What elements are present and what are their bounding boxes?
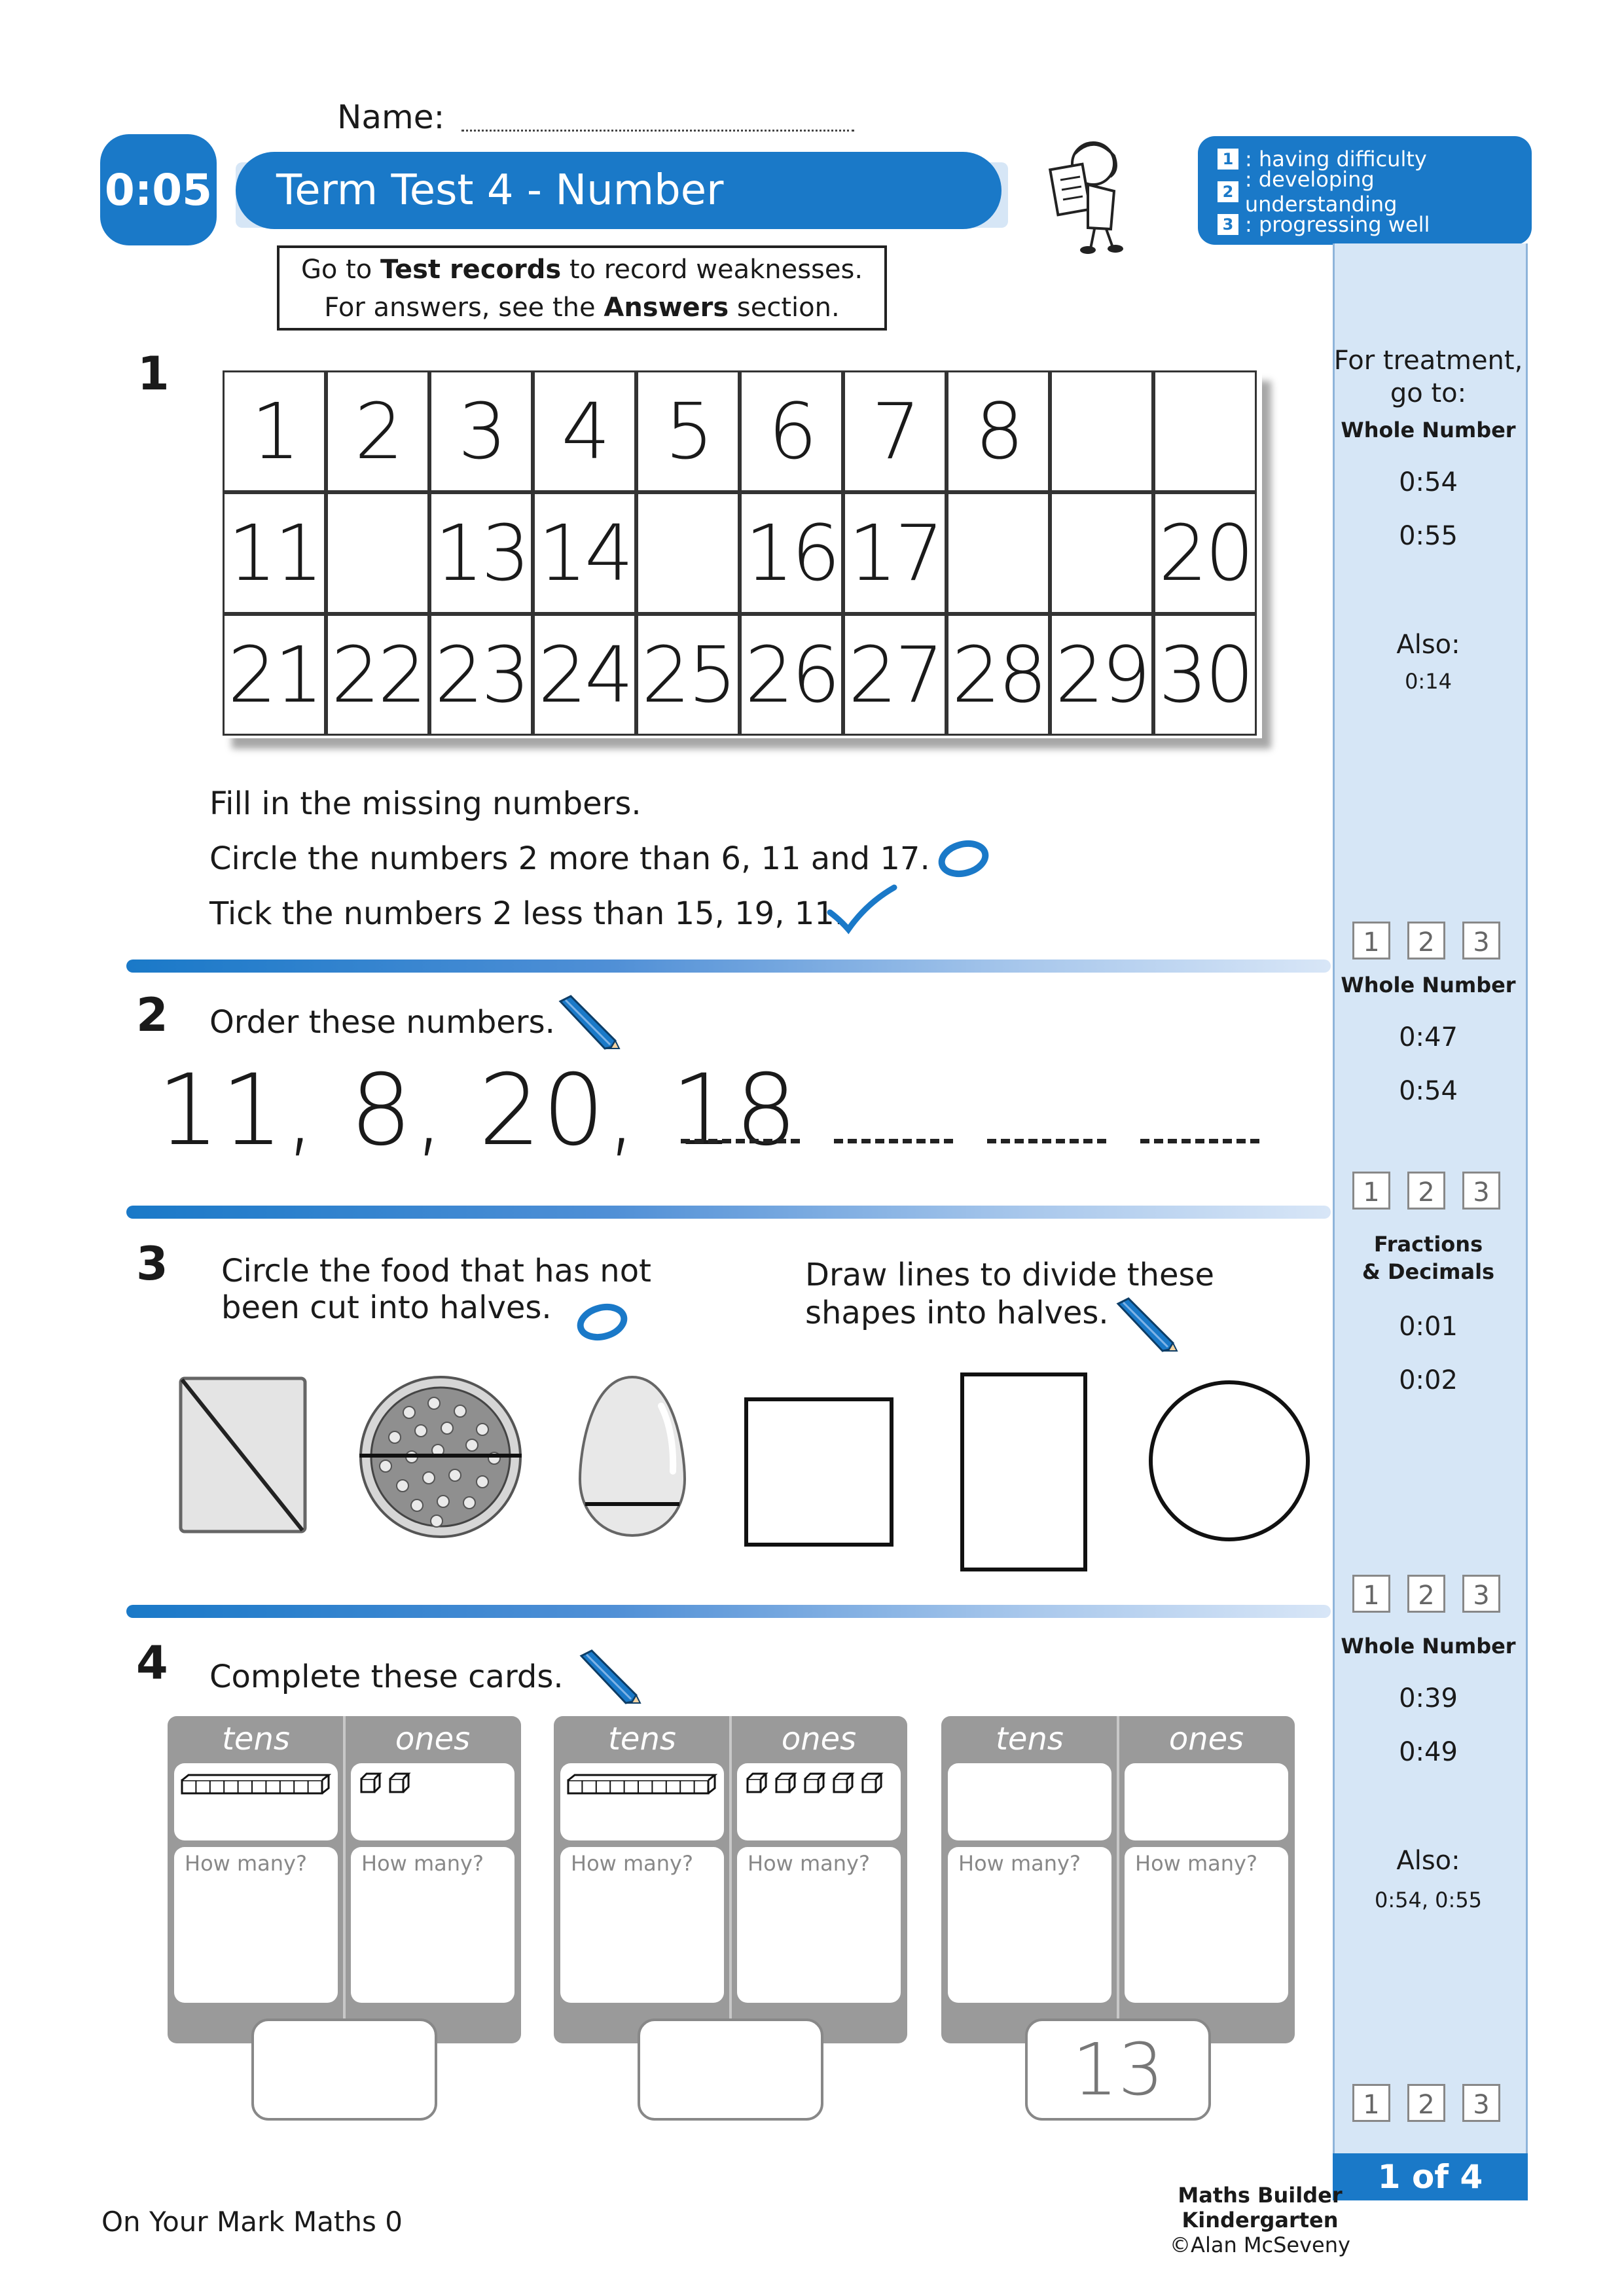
legend-num-3: 3	[1218, 214, 1238, 235]
grid-cell-22: 22	[326, 614, 429, 736]
s2-rating-3[interactable]: 3	[1462, 1172, 1500, 1210]
tens-how-many-label: How many?	[571, 1851, 693, 1876]
instr-1-pre: Go to	[300, 255, 380, 285]
instructions-box	[277, 245, 887, 331]
s3-rating-1[interactable]: 1	[1352, 1575, 1390, 1613]
s1-rating-3[interactable]: 3	[1462, 922, 1500, 960]
grid-cell-25: 25	[636, 614, 740, 736]
tens-blocks-box	[948, 1763, 1111, 1840]
page-indicator: 1 of 4	[1333, 2153, 1528, 2200]
divider-1	[126, 960, 1331, 973]
s1-rating	[1352, 922, 1500, 960]
s4-rating-1[interactable]: 1	[1352, 2084, 1390, 2122]
ones-how-many-label: How many?	[1135, 1851, 1257, 1876]
grid-cell-11: 11	[223, 492, 326, 614]
place-value-card-2	[554, 1716, 907, 2043]
tens-header: tens	[996, 1721, 1064, 1757]
s4-rating-2[interactable]: 2	[1407, 2084, 1445, 2122]
ones-cube-icon	[389, 1772, 411, 1795]
divider-2	[126, 1206, 1331, 1219]
legend-row-2	[1218, 167, 1532, 217]
legend-label-1: : having difficulty	[1245, 147, 1427, 171]
grid-cell-blank[interactable]	[947, 492, 1050, 614]
s1-also-code[interactable]: 0:14	[1405, 669, 1452, 694]
card-total-box-3[interactable]: 13	[1025, 2018, 1211, 2121]
grid-cell-2: 2	[326, 370, 429, 492]
s2-code-1[interactable]: 0:47	[1399, 1022, 1458, 1052]
s4-rating	[1352, 2084, 1500, 2122]
ones-cube-icon	[804, 1772, 826, 1795]
q2-numbers: 11, 8, 20, 18	[157, 1054, 799, 1168]
instr-2-pre: For answers, see the	[324, 293, 604, 323]
s3-rating-2[interactable]: 2	[1407, 1575, 1445, 1613]
place-value-card-3	[941, 1716, 1295, 2043]
square-shape[interactable]	[744, 1397, 894, 1547]
ones-header: ones	[1168, 1721, 1244, 1757]
pencil-icon	[555, 995, 621, 1050]
question-2-number: 2	[136, 988, 168, 1042]
tens-rod-icon	[567, 1774, 717, 1796]
grid-cell-4: 4	[533, 370, 636, 492]
s4-topic: Whole Number	[1341, 1634, 1516, 1659]
q1-prompt-tick: Tick the numbers 2 less than 15, 19, 11.	[209, 895, 845, 932]
q3-prompt-left-2: been cut into halves.	[221, 1289, 552, 1326]
legend-label-2: : developing understanding	[1244, 167, 1398, 217]
grid-cell-6: 6	[740, 370, 843, 492]
s1-topic: Whole Number	[1341, 418, 1516, 442]
s2-topic: Whole Number	[1341, 973, 1516, 997]
number-grid	[223, 370, 1262, 738]
pizza-cut-half-icon	[357, 1373, 524, 1541]
s1-rating-2[interactable]: 2	[1407, 922, 1445, 960]
grid-cell-16: 16	[740, 492, 843, 614]
answer-blank-3[interactable]	[987, 1139, 1106, 1143]
rating-legend	[1198, 136, 1532, 245]
s4-code-1[interactable]: 0:39	[1399, 1683, 1458, 1713]
q3-prompt-right-1: Draw lines to divide these	[805, 1257, 1215, 1293]
ones-header: ones	[781, 1721, 857, 1757]
s3-code-1[interactable]: 0:01	[1399, 1312, 1458, 1342]
circle-shape[interactable]	[1147, 1378, 1312, 1543]
tens-how-many-label: How many?	[185, 1851, 307, 1876]
card-separator	[1117, 1716, 1119, 2043]
grid-cell-20: 20	[1153, 492, 1257, 614]
s2-rating-2[interactable]: 2	[1407, 1172, 1445, 1210]
ones-cube-icon	[833, 1772, 855, 1795]
card-total-box-2[interactable]	[638, 2018, 823, 2121]
circle-mark-icon	[936, 835, 991, 881]
s2-rating	[1352, 1172, 1500, 1210]
s1-code-1[interactable]: 0:54	[1399, 467, 1458, 497]
legend-num-1: 1	[1218, 149, 1238, 170]
grid-cell-blank[interactable]	[1050, 492, 1153, 614]
q1-prompt-circle: Circle the numbers 2 more than 6, 11 and 17.	[209, 840, 930, 877]
circle-mark-icon-q3	[575, 1299, 630, 1344]
s3-code-2[interactable]: 0:02	[1399, 1365, 1458, 1395]
grid-cell-29: 29	[1050, 614, 1153, 736]
grid-cell-3: 3	[429, 370, 533, 492]
grid-cell-27: 27	[843, 614, 947, 736]
instructions-line-2	[280, 289, 884, 327]
mascot-girl-clipboard-icon	[1042, 131, 1147, 255]
grid-cell-blank[interactable]	[1153, 370, 1257, 492]
ones-how-many-label: How many?	[361, 1851, 484, 1876]
footer-book-title: Maths Builder Kindergarten	[1178, 2183, 1343, 2233]
instructions-line-1	[280, 251, 884, 289]
footer-copyright: ©Alan McSeveny	[1170, 2233, 1350, 2257]
grid-cell-14: 14	[533, 492, 636, 614]
s2-code-2[interactable]: 0:54	[1399, 1076, 1458, 1106]
egg-cut-unequal-icon	[576, 1373, 689, 1541]
ones-blocks-box	[351, 1763, 514, 1840]
grid-cell-21: 21	[223, 614, 326, 736]
sandwich-cut-diagonal-icon	[177, 1374, 312, 1538]
rectangle-shape[interactable]	[960, 1372, 1088, 1572]
name-label: Name:	[337, 98, 445, 136]
ones-cube-icon	[360, 1772, 382, 1795]
ones-cube-icon	[861, 1772, 884, 1795]
question-1-number: 1	[137, 347, 170, 401]
question-4-number: 4	[136, 1636, 168, 1690]
s1-code-2[interactable]: 0:55	[1399, 521, 1458, 551]
grid-cell-24: 24	[533, 614, 636, 736]
legend-num-2: 2	[1218, 181, 1238, 202]
ones-header: ones	[395, 1721, 471, 1757]
s1-rating-1[interactable]: 1	[1352, 922, 1390, 960]
grid-cell-blank[interactable]	[326, 492, 429, 614]
grid-cell-1: 1	[223, 370, 326, 492]
q3-prompt-left-1: Circle the food that has not	[221, 1253, 651, 1289]
grid-cell-5: 5	[636, 370, 740, 492]
tens-rod-icon	[181, 1774, 331, 1796]
tens-blocks-box	[174, 1763, 338, 1840]
card-separator	[343, 1716, 346, 2043]
pencil-icon-q4	[576, 1649, 641, 1704]
grid-cell-30: 30	[1153, 614, 1257, 736]
ones-blocks-box	[737, 1763, 901, 1840]
s1-also-label: Also:	[1396, 630, 1460, 660]
ones-cube-icon	[775, 1772, 797, 1795]
treatment-label-2: go to:	[1390, 378, 1467, 408]
tens-how-many-label: How many?	[958, 1851, 1081, 1876]
card-separator	[729, 1716, 732, 2043]
grid-cell-26: 26	[740, 614, 843, 736]
legend-label-3: : progressing well	[1245, 212, 1430, 237]
instr-1-post: to record weaknesses.	[561, 255, 863, 285]
tens-header: tens	[608, 1721, 676, 1757]
grid-cell-blank[interactable]	[1050, 370, 1153, 492]
footer-series: On Your Mark Maths 0	[101, 2206, 403, 2238]
page-title-text: Term Test 4 - Number	[276, 166, 724, 215]
ones-how-many-label: How many?	[748, 1851, 870, 1876]
tick-mark-icon	[826, 884, 898, 936]
q1-prompt-fill: Fill in the missing numbers.	[209, 785, 641, 822]
divider-3	[126, 1605, 1331, 1618]
time-code-badge: 0:05	[100, 134, 217, 245]
grid-cell-8: 8	[947, 370, 1050, 492]
ones-cube-icon	[746, 1772, 768, 1795]
pencil-icon-q3	[1113, 1297, 1178, 1352]
s3-rating-3[interactable]: 3	[1462, 1575, 1500, 1613]
instr-2-bold: Answers	[604, 293, 729, 323]
s2-rating-1[interactable]: 1	[1352, 1172, 1390, 1210]
s4-also-code[interactable]: 0:54, 0:55	[1374, 1888, 1483, 1912]
q3-prompt-right-2: shapes into halves.	[805, 1295, 1109, 1331]
grid-cell-7: 7	[843, 370, 947, 492]
tens-blocks-box	[560, 1763, 724, 1840]
s4-code-2[interactable]: 0:49	[1399, 1737, 1458, 1767]
name-input-line[interactable]	[461, 130, 854, 132]
grid-cell-blank[interactable]	[636, 492, 740, 614]
q2-prompt: Order these numbers.	[209, 1004, 555, 1041]
card-total-box-1[interactable]	[251, 2018, 437, 2121]
s3-topic-2: & Decimals	[1362, 1259, 1495, 1284]
q4-prompt: Complete these cards.	[209, 1659, 564, 1695]
grid-cell-17: 17	[843, 492, 947, 614]
tens-header: tens	[222, 1721, 290, 1757]
treatment-label-1: For treatment,	[1333, 346, 1523, 376]
footer-credits	[1106, 2183, 1414, 2257]
answer-blank-2[interactable]	[834, 1139, 953, 1143]
grid-cell-13: 13	[429, 492, 533, 614]
answer-blank-1[interactable]	[681, 1139, 800, 1143]
answer-blank-4[interactable]	[1140, 1139, 1259, 1143]
instr-2-post: section.	[729, 293, 840, 323]
s4-rating-3[interactable]: 3	[1462, 2084, 1500, 2122]
s3-rating	[1352, 1575, 1500, 1613]
grid-cell-28: 28	[947, 614, 1050, 736]
s3-topic-1: Fractions	[1373, 1232, 1483, 1257]
s4-also-label: Also:	[1396, 1846, 1460, 1876]
ones-blocks-box	[1125, 1763, 1288, 1840]
question-3-number: 3	[136, 1237, 168, 1291]
grid-cell-23: 23	[429, 614, 533, 736]
page-title	[236, 152, 1001, 229]
place-value-card-1	[168, 1716, 521, 2043]
instr-1-bold: Test records	[380, 255, 562, 285]
